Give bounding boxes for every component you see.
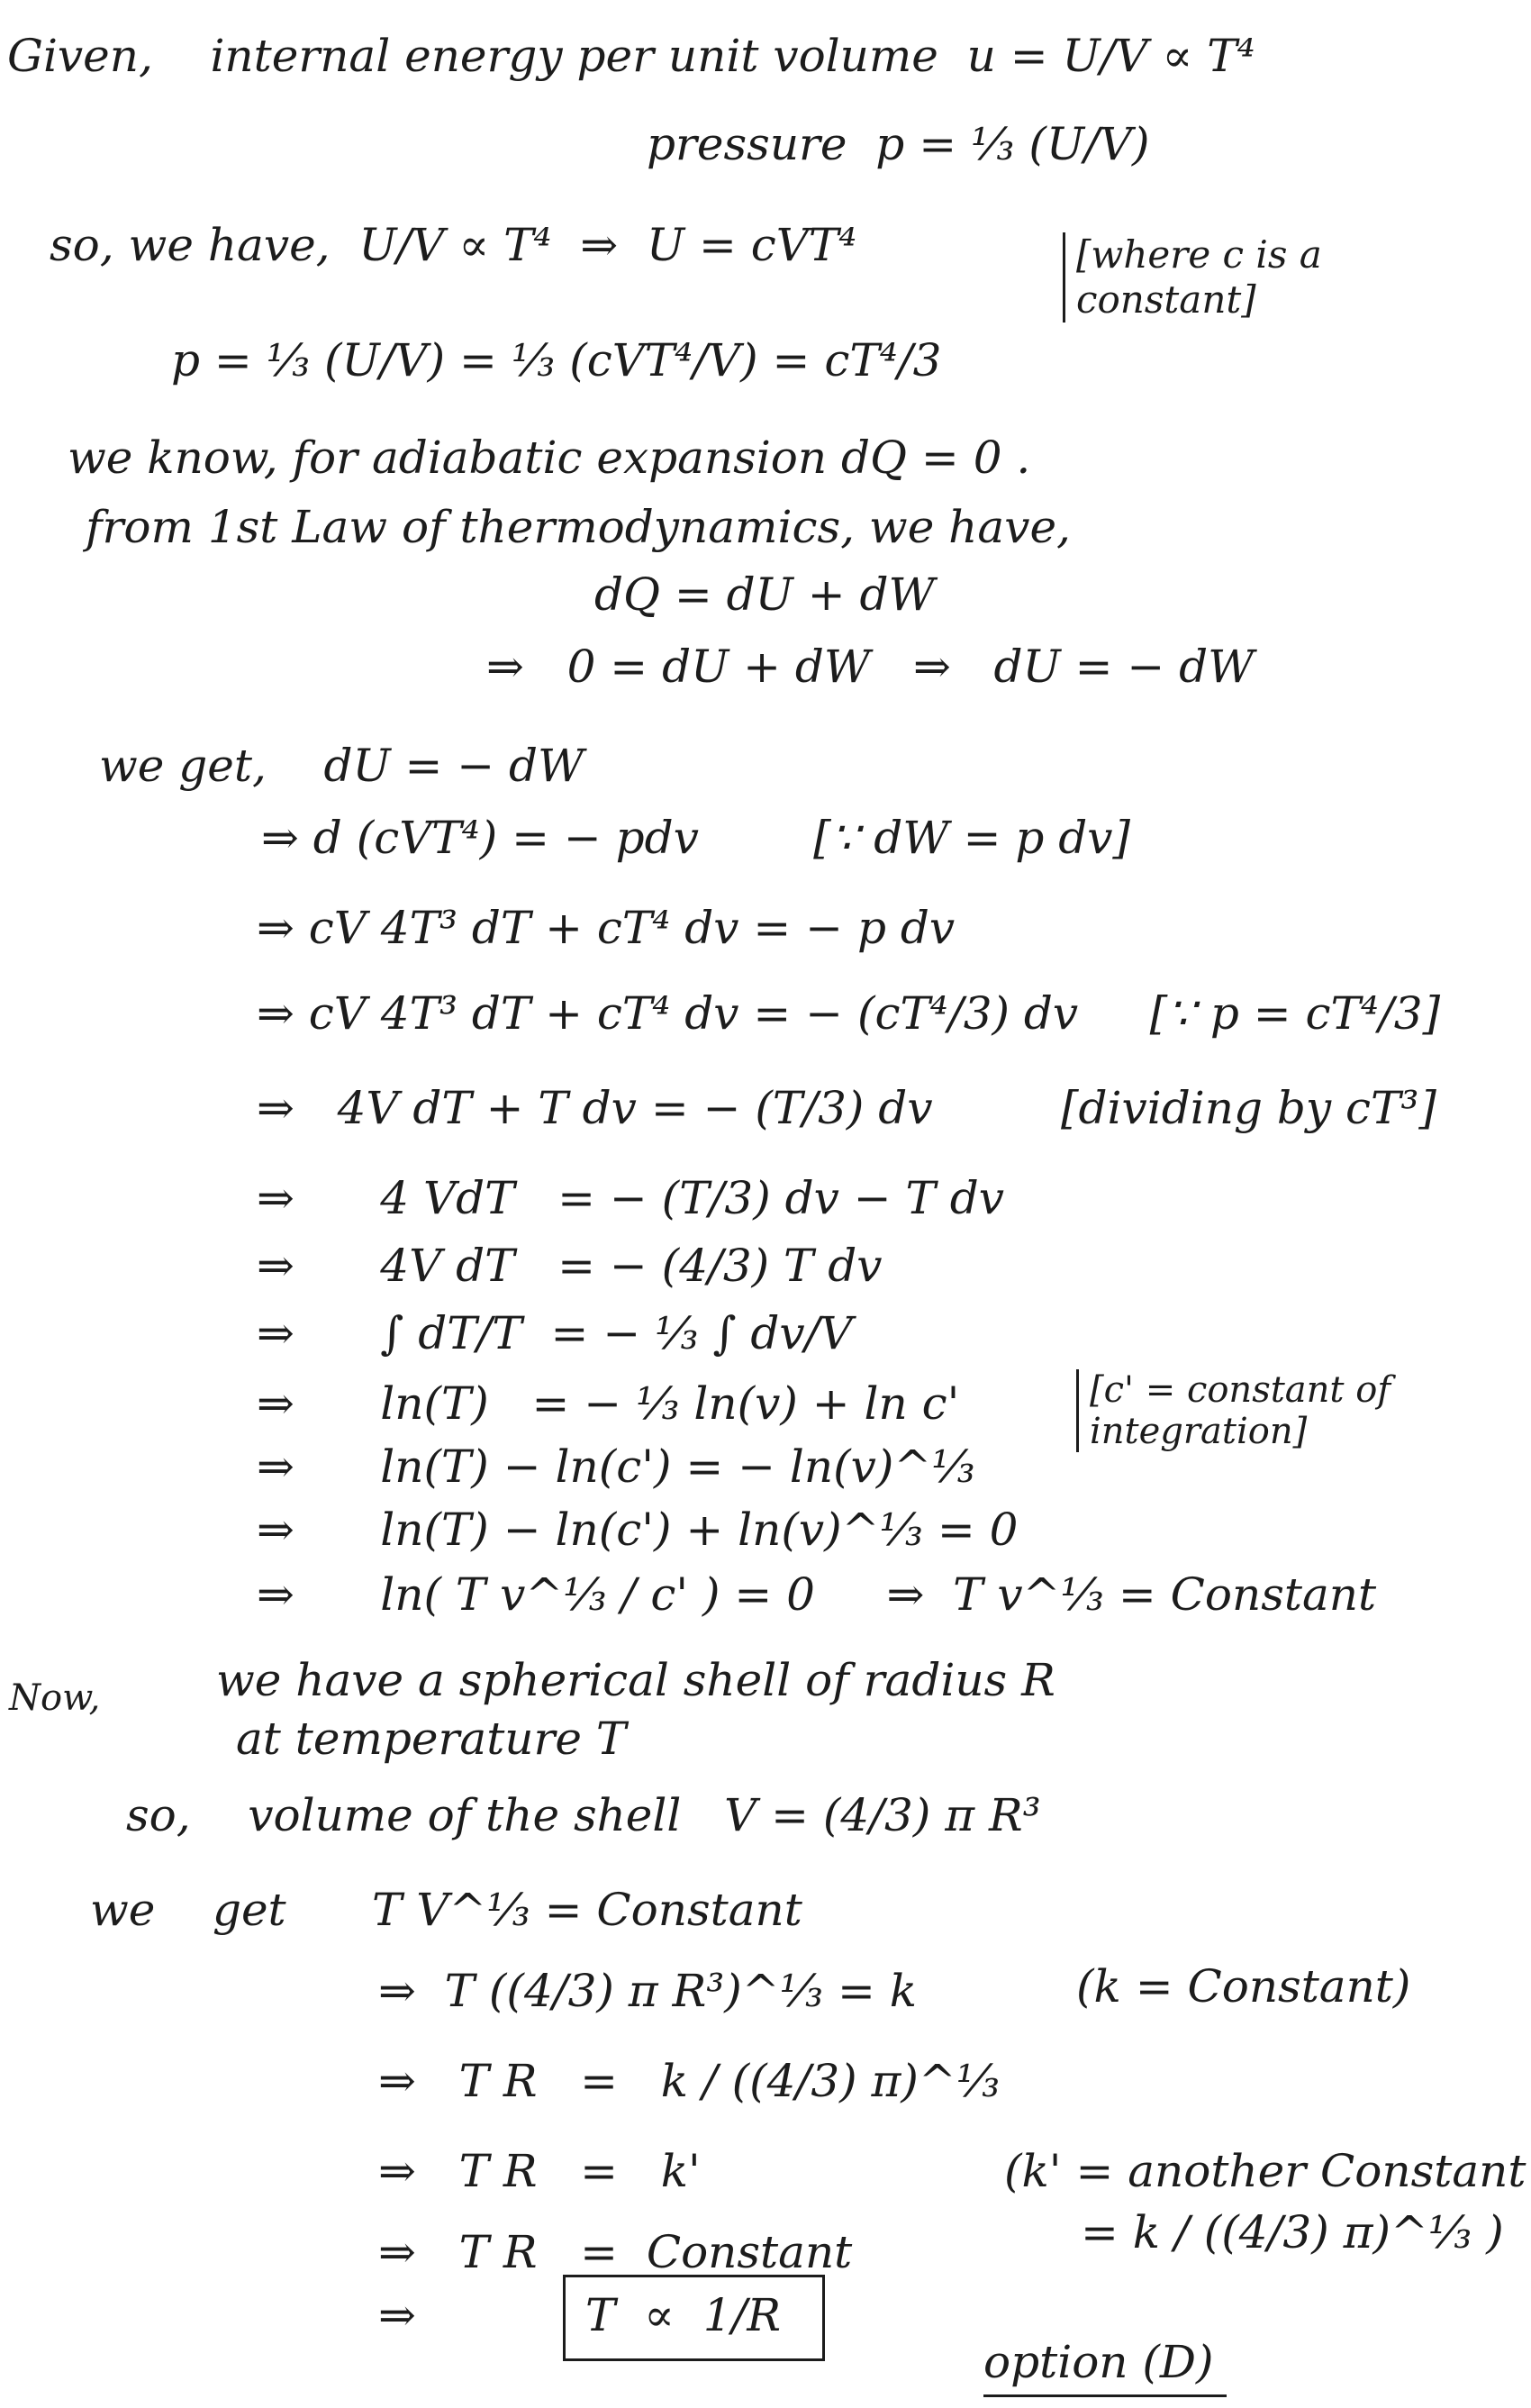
dividing-note: [dividing by cT³] [1061, 1082, 1436, 1134]
step-differential: ⇒ d (cVT⁴) = − pdv [∵ dW = p dv] [261, 812, 1131, 864]
step-integral: ⇒ ∫ dT/T = − ⅓ ∫ dv/V [257, 1307, 853, 1359]
kprime-value: = k / ((4/3) π)^⅓ ) [1081, 2206, 1504, 2258]
k-note: (k = Constant) [1076, 1960, 1411, 2013]
tr-fraction: ⇒ T R = k / ((4/3) π)^⅓ [378, 2055, 1001, 2107]
temperature-statement: at temperature T [236, 1713, 627, 1765]
step-log-difference: ⇒ ln(T) − ln(c') = − ln(v)^⅓ [257, 1440, 975, 1493]
pressure-line: pressure p = ⅓ (U/V) [647, 118, 1150, 170]
tr-kprime: ⇒ T R = k' [378, 2145, 701, 2197]
adiabatic-statement: we know, for adiabatic expansion dQ = 0 . [68, 432, 1031, 484]
integration-constant-note: [c' = constant of integration] [1076, 1369, 1504, 1452]
pressure-derivation: p = ⅓ (U/V) = ⅓ (cVT⁴/V) = cT⁴/3 [171, 334, 942, 386]
final-answer: T ∝ 1/R [585, 2289, 782, 2341]
tr-constant: ⇒ T R = Constant [378, 2226, 853, 2278]
shell-statement: we have a spherical shell of radius R [216, 1654, 1055, 1706]
now-label: Now, [9, 1677, 101, 1719]
step-expanded: ⇒ cV 4T³ dT + cT⁴ dv = − p dv [257, 902, 956, 954]
first-law-statement: from 1st Law of thermodynamics, we have, [86, 501, 1071, 553]
step-rearranged: ⇒ 4 VdT = − (T/3) dv − T dv [257, 1172, 1005, 1224]
first-law-equation: dQ = dU + dW [594, 568, 935, 621]
volume-line: so, volume of the shell V = (4/3) π R³ [126, 1789, 1041, 1841]
energy-work-relation: ⇒ 0 = dU + dW ⇒ dU = − dW [486, 641, 1255, 693]
step-collected: ⇒ 4V dT = − (4/3) T dv [257, 1240, 883, 1292]
step-log-sum: ⇒ ln(T) − ln(c') + ln(v)^⅓ = 0 [257, 1504, 1019, 1556]
step-substituted: ⇒ cV 4T³ dT + cT⁴ dv = − (cT⁴/3) dv [∵ p = cT⁴/3] [257, 987, 1441, 1040]
proportionality-line: so, we have, U/V ∝ T⁴ ⇒ U = cVT⁴ [50, 219, 857, 271]
final-implies-arrow: ⇒ [378, 2289, 416, 2341]
step-logarithm: ⇒ ln(T) = − ⅓ ln(v) + ln c' [257, 1377, 960, 1430]
radius-substitution: ⇒ T ((4/3) π R³)^⅓ = k [378, 1965, 918, 2017]
given-line: Given, internal energy per unit volume u = U/V ∝ T⁴ [7, 30, 1255, 82]
shell-relation: we get T V^⅓ = Constant [90, 1884, 802, 1936]
kprime-note: (k' = another Constant [1004, 2145, 1526, 2197]
constant-note: [where c is a constant] [1063, 232, 1472, 323]
option-underline [983, 2394, 1227, 2397]
answer-option: option (D) [983, 2336, 1214, 2388]
step-divided: ⇒ 4V dT + T dv = − (T/3) dv [257, 1082, 933, 1134]
adiabatic-result: ⇒ ln( T v^⅓ / c' ) = 0 ⇒ T v^⅓ = Constant [257, 1568, 1377, 1621]
we-get-line: we get, dU = − dW [99, 740, 584, 792]
